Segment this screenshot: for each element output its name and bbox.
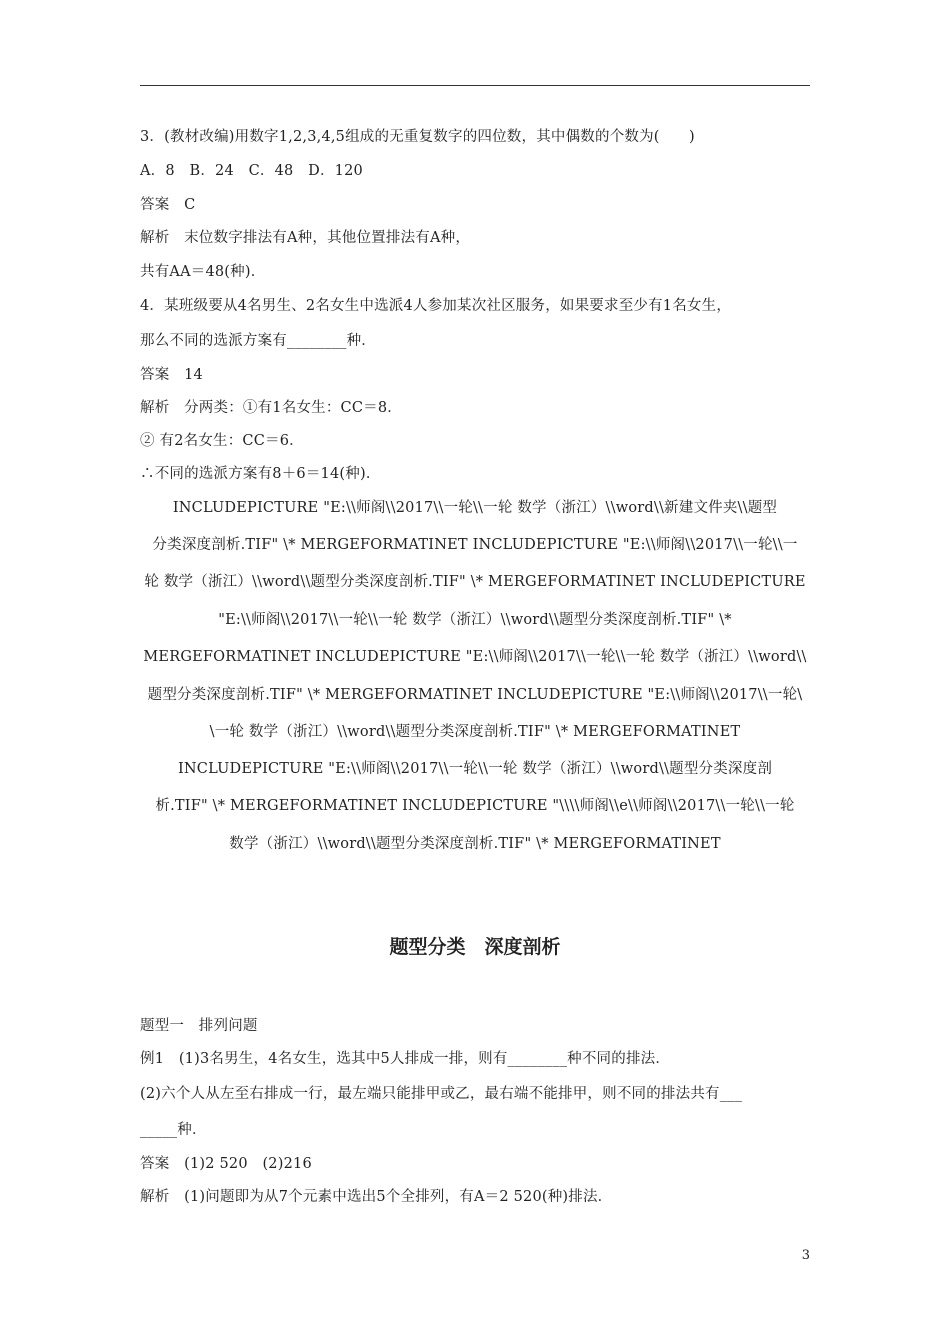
question-4-line-2: 那么不同的选派方案有________种． [140, 333, 376, 349]
example-1-part-2: (2)六个人从左至右排成一行，最左端只能排甲或乙，最右端不能排甲，则不同的排法共有___ [140, 1086, 743, 1102]
example-1-answer: 答案 (1)2 520 (2)216 [140, 1156, 312, 1172]
question-3: 3．(教材改编)用数字1,2,3,4,5组成的无重复数字的四位数，其中偶数的个数为( ) [140, 129, 695, 145]
field-code-line-2: 分类深度剖析.TIF" \* MERGEFORMATINET INCLUDEPICTURE "E:\\师阁\\2017\\一轮\\一 [152, 537, 798, 553]
field-code-line-7: \一轮 数学（浙江）\\word\\题型分类深度剖析.TIF" \* MERGEFORMATINET [209, 724, 741, 740]
question-3-analysis: 解析 末位数字排法有A种，其他位置排法有A种， [140, 230, 471, 246]
field-code-line-10: 数学（浙江）\\word\\题型分类深度剖析.TIF" \* MERGEFORMATINET [229, 836, 721, 852]
question-4-analysis-line-2: ② 有2名女生：CC＝6． [140, 433, 304, 449]
field-code-line-5: MERGEFORMATINET INCLUDEPICTURE "E:\\师阁\\2017\\一轮\\一轮 数学（浙江）\\word\\ [143, 649, 807, 665]
field-code-line-4: "E:\\师阁\\2017\\一轮\\一轮 数学（浙江）\\word\\题型分类深度剖析.TIF" \* [218, 612, 732, 628]
header-rule [140, 85, 810, 86]
page-number: 3 [801, 1248, 810, 1263]
field-code-line-8: INCLUDEPICTURE "E:\\师阁\\2017\\一轮\\一轮 数学（浙江）\\word\\题型分类深度剖 [177, 761, 773, 777]
question-4-analysis-line-3: ∴不同的选派方案有8＋6＝14(种)． [140, 466, 381, 482]
question-4: 4．某班级要从4名男生、2名女生中选派4人参加某次社区服务，如果要求至少有1名女生， [140, 298, 732, 314]
question-4-analysis: 解析 分两类：①有1名女生：CC＝8． [140, 400, 402, 416]
field-code-line-3: 轮 数学（浙江）\\word\\题型分类深度剖析.TIF" \* MERGEFORMATINET INCLUDEPICTURE [144, 574, 806, 590]
field-code-line-9: 析.TIF" \* MERGEFORMATINET INCLUDEPICTURE "\\\\师阁\\e\\师阁\\2017\\一轮\\一轮 [155, 798, 795, 814]
section-heading: 题型分类 深度剖析 [389, 936, 561, 958]
question-4-answer: 答案 14 [140, 367, 203, 383]
type-one-title: 题型一 排列问题 [140, 1018, 258, 1034]
question-3-answer: 答案 C [140, 197, 196, 213]
example-1-part-2-line-2: _____种． [140, 1122, 207, 1138]
example-1-analysis: 解析 (1)问题即为从7个元素中选出5个全排列，有A＝2 520(种)排法． [140, 1189, 613, 1205]
question-3-analysis-line-2: 共有AA＝48(种)． [140, 264, 266, 280]
field-code-line-1: INCLUDEPICTURE "E:\\师阁\\2017\\一轮\\一轮 数学（浙江）\\word\\新建文件夹\\题型 [172, 500, 778, 516]
example-1: 例1 (1)3名男生，4名女生，选其中5人排成一排，则有________种不同的排法． [140, 1051, 671, 1067]
question-3-options: A．8 B．24 C．48 D．120 [140, 163, 363, 179]
field-code-line-6: 题型分类深度剖析.TIF" \* MERGEFORMATINET INCLUDEPICTURE "E:\\师阁\\2017\\一轮\ [147, 687, 803, 703]
